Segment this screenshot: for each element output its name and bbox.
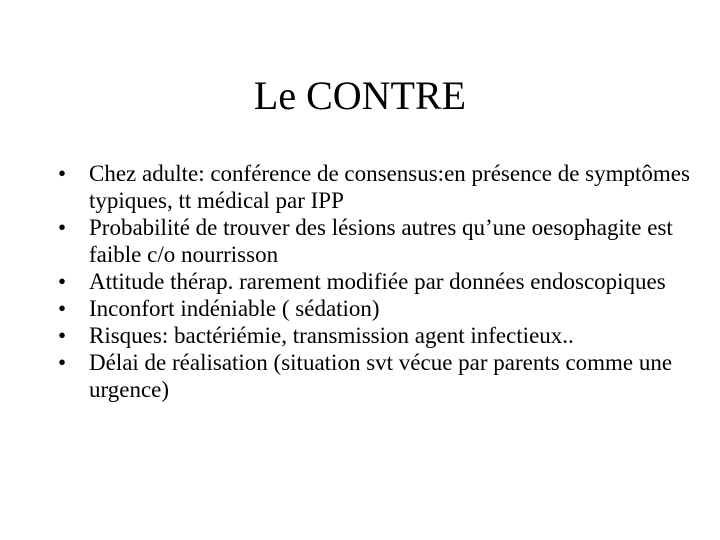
bullet-item: [58, 295, 698, 322]
bullet-list: [58, 160, 698, 403]
bullet-marker: •: [58, 269, 67, 294]
bullet-marker: •: [58, 296, 67, 321]
bullet-marker: •: [58, 350, 67, 375]
bullet-item: [58, 349, 698, 403]
bullet-marker: •: [58, 161, 67, 186]
bullet-text: Inconfort indéniable ( sédation): [89, 296, 380, 321]
bullet-text: Délai de réalisation (situation svt vécue par parents comme une urgence): [89, 350, 673, 402]
bullet-text: Risques: bactériémie, transmission agent infectieux..: [89, 323, 574, 348]
bullet-text: Probabilité de trouver des lésions autres qu’une oesophagite est faible c/o nourrisson: [89, 215, 673, 267]
slide-title: Le CONTRE: [253, 73, 467, 118]
bullet-item: [58, 268, 698, 295]
bullet-item: [58, 160, 698, 214]
bullet-marker: •: [58, 215, 67, 240]
bullet-item: [58, 322, 698, 349]
bullet-text: Chez adulte: conférence de consensus:en présence de symptômes typiques, tt médical par IPP: [89, 161, 690, 213]
bullet-item: [58, 214, 698, 268]
bullet-text: Attitude thérap. rarement modifiée par données endoscopiques: [89, 269, 666, 294]
bullet-marker: •: [58, 323, 67, 348]
